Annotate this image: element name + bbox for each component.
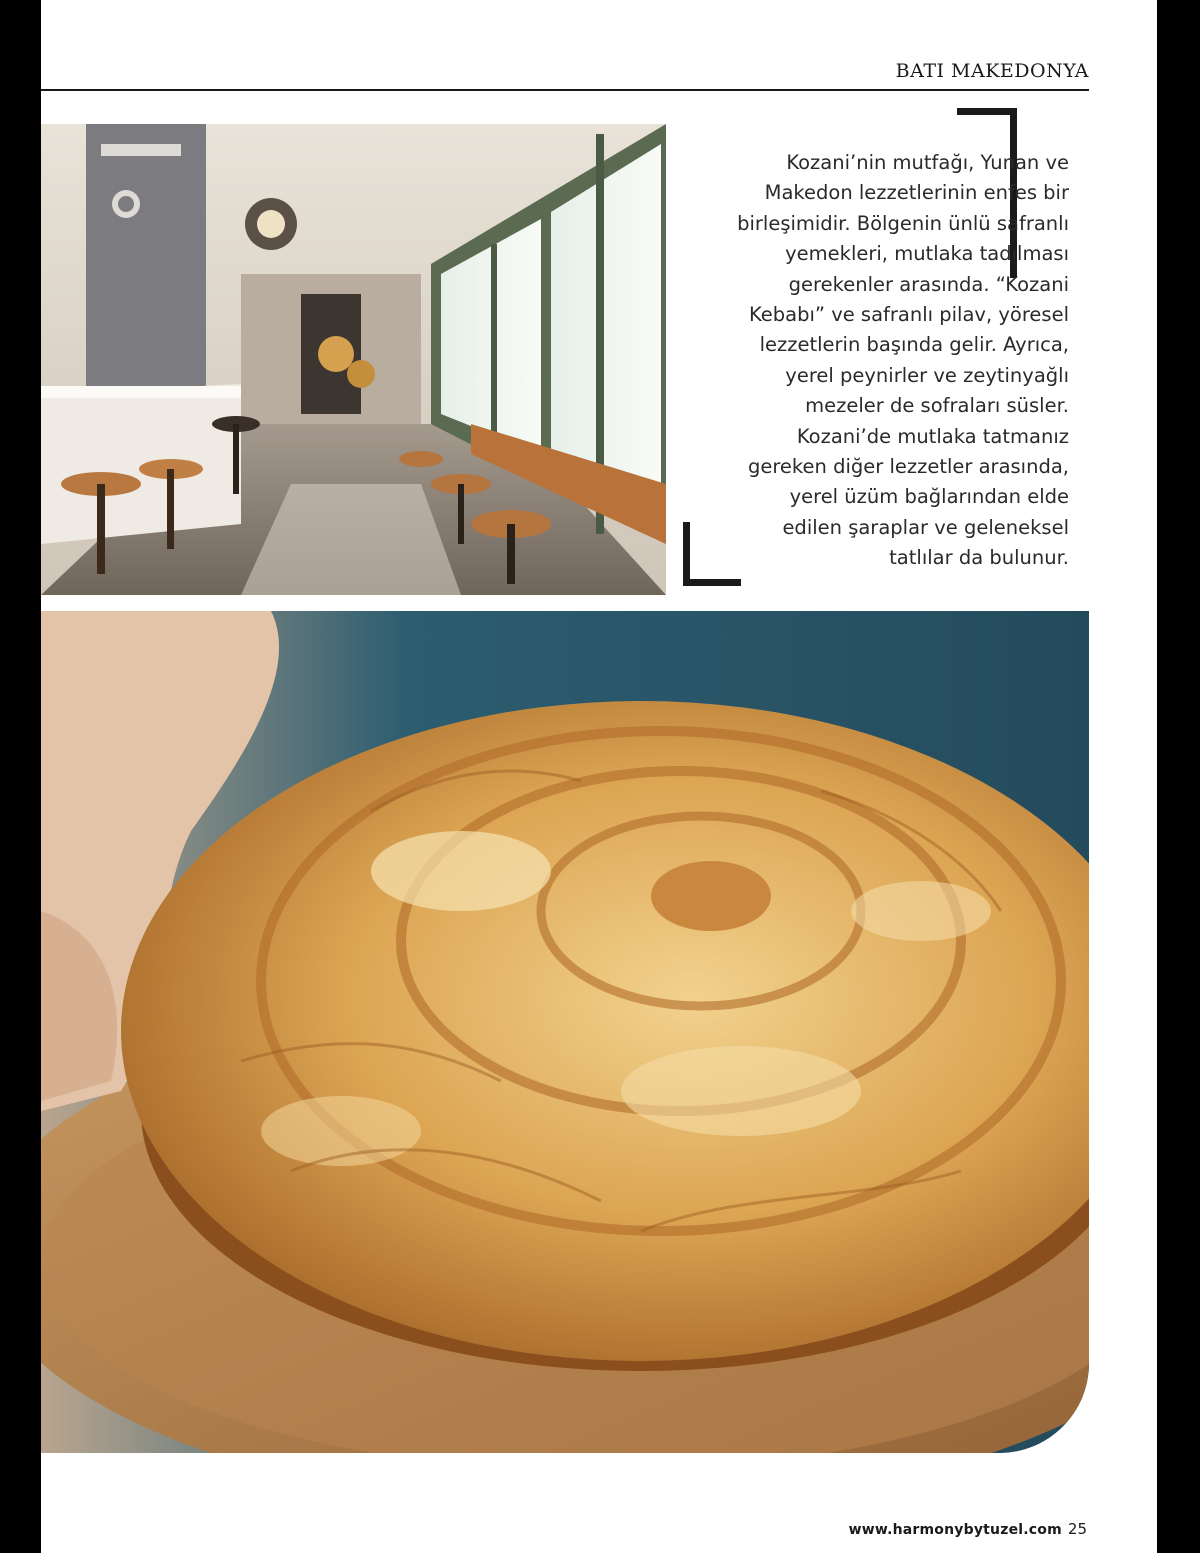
header-divider [41, 89, 1089, 91]
section-title: BATI MAKEDONYA [895, 60, 1089, 82]
article-body-text: Kozani’nin mutfağı, Yunan ve Makedon lezzetlerinin enfes bir birleşimidir. Bölgenin ünlü safranlı yemekleri, mutlaka tadılması gerekenler arasında. “Kozani Kebabı” ve safranlı pilav, yöresel lezzetlerin başında gelir. Ayrıca, yerel peynirler ve zeytinyağlı mezeler de sofraları süsler. Kozani’de mutlaka tatmanız gereken diğer lezzetler arasında, yerel üzüm bağlarından elde edilen şaraplar ve geleneksel tatlılar da bulunur. [737, 151, 1069, 570]
pastry-photo [41, 611, 1089, 1453]
footer-url[interactable]: www.harmonybytuzel.com [848, 1522, 1062, 1538]
cafe-interior-photo [41, 124, 666, 595]
magazine-page [41, 0, 1157, 1553]
page-footer [849, 1520, 1087, 1538]
page-number: 25 [1067, 1520, 1087, 1538]
